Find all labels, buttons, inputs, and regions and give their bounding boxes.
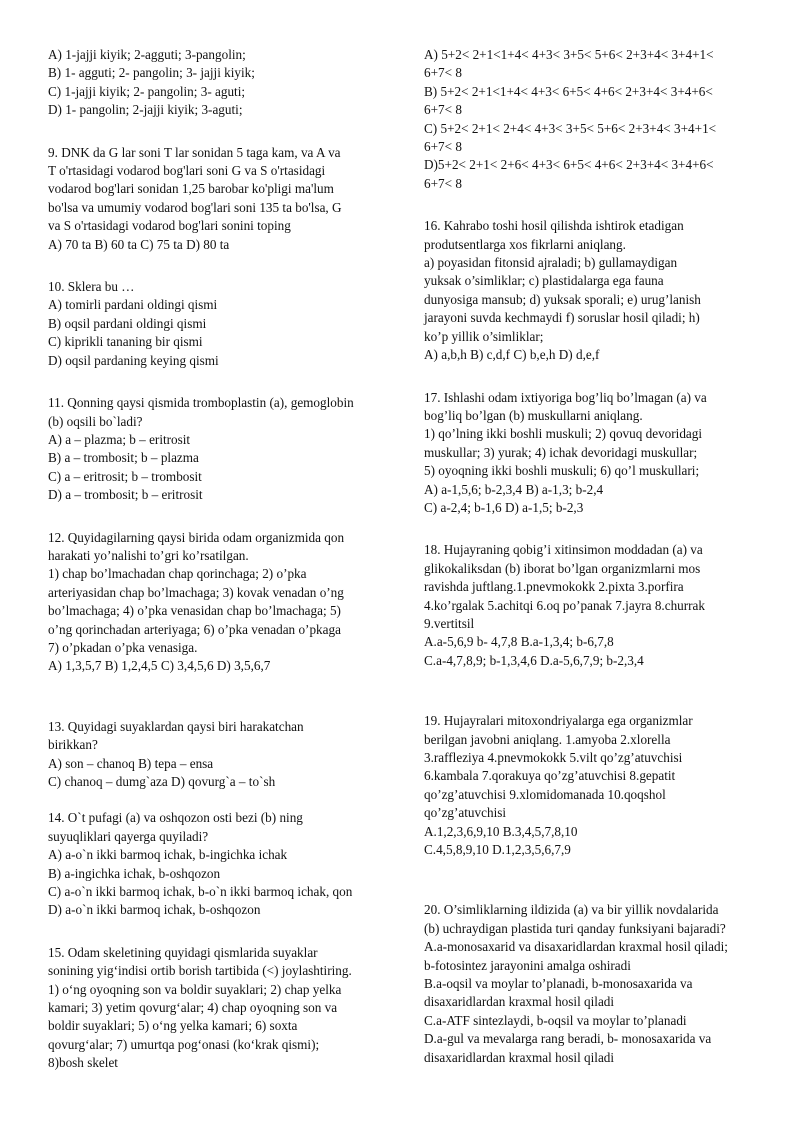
question-line: 3.raffleziya 4.pnevmokokk 5.vilt qo’zg’atuvchisi [424,750,683,765]
question-line: 6+7< 8 [424,65,462,81]
question-line: C) a-o`n ikki barmoq ichak, b-o`n ikki barmoq ichak, qon [48,884,353,900]
question-line: D) oqsil pardaning keying qismi [48,352,219,368]
question-line: arteriyasidan chap bo’lmachaga; 3) kovak venadan o’ng [48,584,344,600]
question-line: 4.ko’rgalak 5.achitqi 6.oq po’panak 7.jayra 8.churrak [424,597,705,613]
question-q19 [424,712,764,859]
question-line: b-fotosintez jarayonini amalga oshiradi [424,957,631,973]
question-line: o’ng qorinchadan arteriyaga; 6) o’pka venadan o’pkaga [48,621,341,637]
question-line: (b) oqsili bo`ladi? [48,413,143,429]
question-line: 1) o‘ng oyoqning son va boldir suyaklari; 2) chap yelka [48,981,342,997]
question-line: 19. Hujayralari mitoxondriyalarga ega organizmlar [424,713,693,729]
question-line: glikokaliksdan (b) iborat bo’lgan organizmlarni mos [424,560,701,576]
question-line: produtsentlarga xos fikrlarni aniqlang. [424,236,626,252]
question-line: 9. DNK da G lar soni T lar sonidan 5 taga kam, va A va [48,144,341,160]
question-line: D) a-o`n ikki barmoq ichak, b-oshqozon [48,902,261,918]
question-line: dunyosiga mansub; d) yuksak sporali; e) urug’lanish [424,291,701,307]
question-line: D)5+2< 2+1< 2+6< 4+3< 6+5< 4+6< 2+3+4< 3+4+6< [424,157,714,173]
question-line: 7) o’pkadan o’pka venasiga. [48,639,198,655]
question-line: 12. Quyidagilarning qaysi birida odam organizmida qon [48,529,345,545]
question-line: bog’liq bo’lgan (b) muskullarni aniqlang. [424,407,643,423]
question-line: C.4,5,8,9,10 D.1,2,3,5,6,7,9 [424,842,571,858]
question-line: ravishda juftlang.1.pnevmokokk 2.pixta 3.porfira [424,579,684,595]
question-line: qo’zg’atuvchisi [424,805,507,821]
question-line: A) a,b,h B) c,d,f C) b,e,h D) d,e,f [424,347,600,363]
question-line: berilgan javobni aniqlang. 1.amyoba 2.xlorella [424,731,671,747]
question-line: C) 5+2< 2+1< 2+4< 4+3< 3+5< 5+6< 2+3+4< 3+4+1< [424,120,717,136]
question-q12 [48,529,378,676]
question-line: C) a – eritrosit; b – trombosit [48,468,202,484]
question-q17 [424,389,764,518]
question-line: disaxaridlardan kraxmal hosil qiladi [424,1049,615,1065]
question-line: muskullar; 3) yurak; 4) ichak devoridagi muskullar; [424,444,698,460]
question-line: yuksak o’simliklar; c) plastidalarga ega fauna [424,273,664,289]
question-line: qovurg‘alar; 7) umurtqa pog‘onasi (ko‘krak qismi); [48,1036,320,1052]
question-line: 16. Kahrabo toshi hosil qilishda ishtirok etadigan [424,218,684,234]
question-line: A) a-1,5,6; b-2,3,4 B) a-1,3; b-2,4 [424,481,604,497]
question-line: 5) oyoqning ikki boshli muskuli; 6) qo’l muskullari; [424,463,700,479]
question-line: (b) uchraydigan plastida turi qanday funksiyani bajaradi? [424,920,726,936]
question-line: A) 70 ta B) 60 ta C) 75 ta D) 80 ta [48,236,230,252]
question-line: T o'rtasidagi vodarod bog'lari soni G va S o'rtasidagi [48,163,326,179]
question-line: C.a-4,7,8,9; b-1,3,4,6 D.a-5,6,7,9; b-2,3,4 [424,652,644,668]
question-q8 [48,46,378,120]
question-line: harakati yo’nalishi to’gri ko’rsatilgan. [48,547,249,563]
question-line: 15. Odam skeletining quyidagi qismlarida suyaklar [48,944,318,960]
question-q16 [424,217,764,364]
question-line: 6+7< 8 [424,139,462,155]
question-line: A) 1-jajji kiyik; 2-agguti; 3-pangolin; [48,47,246,62]
question-line: va S o'rtasidagi vodarod bog'lari sonini toping [48,218,291,234]
question-line: 8)bosh skelet [48,1055,118,1071]
question-line: B) 5+2< 2+1<1+4< 4+3< 6+5< 4+6< 2+3+4< 3+4+6< [424,83,713,99]
question-line: 13. Quyidagi suyaklardan qaysi biri harakatchan [48,718,304,734]
question-q9 [48,144,378,254]
question-line: D.a-gul va mevalarga rang beradi, b- monosaxarida va [424,1031,712,1047]
question-line: D) 1- pangolin; 2-jajji kiyik; 3-aguti; [48,102,243,118]
question-line: C) 1-jajji kiyik; 2- pangolin; 3- aguti; [48,83,246,99]
question-q13 [48,718,378,792]
question-line: kamari; 3) yetim qovurg‘alar; 4) chap oyoqning son va [48,1000,338,1016]
question-line: C) kiprikli tananing bir qismi [48,334,203,350]
question-line: A) a – plazma; b – eritrosit [48,431,191,447]
question-line: sonining yig‘indisi ortib borish tartibida (<) joylashtiring. [48,963,352,979]
question-q15-options [424,46,764,193]
question-line: 6+7< 8 [424,175,462,191]
question-line: qo’zg’atuvchisi 9.xlomidomanada 10.qoqshol [424,786,666,802]
question-q20 [424,901,764,1067]
question-line: A) tomirli pardani oldingi qismi [48,297,218,313]
question-line: A.a-monosaxarid va disaxaridlardan kraxmal hosil qiladi; [424,939,728,955]
question-line: birikkan? [48,737,98,753]
question-line: A) a-o`n ikki barmoq ichak, b-ingichka ichak [48,847,288,863]
question-line: boldir suyaklari; 5) o‘ng yelka kamari; 6) soxta [48,1018,298,1034]
question-q10 [48,278,378,370]
question-line: B.a-oqsil va moylar to’planadi, b-monosaxarida va [424,976,693,992]
question-line: 10. Sklera bu … [48,279,135,295]
question-line: 14. O`t pufagi (a) va oshqozon osti bezi (b) ning [48,810,303,826]
right-column [424,46,764,1067]
question-line: vodarod bog'lari sonidan 1,25 barobar ko'pligi ma'lum [48,181,334,197]
question-line: 9.vertitsil [424,615,475,631]
question-line: A) 5+2< 2+1<1+4< 4+3< 3+5< 5+6< 2+3+4< 3+4+1< [424,47,714,62]
question-line: 1) chap bo’lmachadan chap qorinchaga; 2) o’pka [48,566,307,582]
question-line: 20. O’simliklarning ildizida (a) va bir yillik novdalarida [424,902,719,918]
question-q18 [424,541,764,670]
question-line: D) a – trombosit; b – eritrosit [48,487,203,503]
question-line: a) poyasidan fitonsid ajraladi; b) gullamaydigan [424,255,678,271]
question-q15 [48,944,378,1073]
question-line: 6+7< 8 [424,102,462,118]
question-line: suyuqliklari qayerga quyiladi? [48,828,209,844]
question-line: ko’p yillik o’simliklar; [424,328,544,344]
question-line: disaxaridlardan kraxmal hosil qiladi [424,994,615,1010]
question-line: bo'lsa va umumiy vodarod bog'lari soni 135 ta bo'lsa, G [48,199,342,215]
question-line: C) chanoq – dumg`aza D) qovurg`a – to`sh [48,774,276,789]
question-line: bo’lmachaga; 4) o’pka venasidan chap bo’lmachaga; 5) [48,603,341,619]
question-line: B) a-ingichka ichak, b-oshqozon [48,865,221,881]
question-line: A.1,2,3,6,9,10 B.3,4,5,7,8,10 [424,823,578,839]
question-line: 18. Hujayraning qobig’i xitinsimon moddadan (a) va [424,542,703,558]
question-line: 11. Qonning qaysi qismida tromboplastin (a), gemoglobin [48,395,354,411]
question-line: B) oqsil pardani oldingi qismi [48,315,207,331]
question-line: B) a – trombosit; b – plazma [48,450,199,466]
question-line: A) son – chanoq B) tepa – ensa [48,755,214,771]
question-line: jarayoni suvda kechmaydi f) soruslar hosil qiladi; h) [424,310,700,326]
question-line: 1) qo’lning ikki boshli muskuli; 2) qovuq devoridagi [424,426,703,442]
question-q14 [48,809,378,919]
question-line: 17. Ishlashi odam ixtiyoriga bog’liq bo’lmagan (a) va [424,389,707,405]
question-line: C.a-ATF sintezlaydi, b-oqsil va moylar to’planadi [424,1012,687,1028]
left-column [48,46,378,1073]
question-line: A) 1,3,5,7 B) 1,2,4,5 C) 3,4,5,6 D) 3,5,6,7 [48,658,271,674]
question-line: A.a-5,6,9 b- 4,7,8 B.a-1,3,4; b-6,7,8 [424,634,614,650]
question-line: 6.kambala 7.qorakuya qo’zg’atuvchisi 8.gepatit [424,768,676,784]
question-line: B) 1- agguti; 2- pangolin; 3- jajji kiyik; [48,65,255,81]
question-q11 [48,394,378,504]
question-line: C) a-2,4; b-1,6 D) a-1,5; b-2,3 [424,499,584,515]
